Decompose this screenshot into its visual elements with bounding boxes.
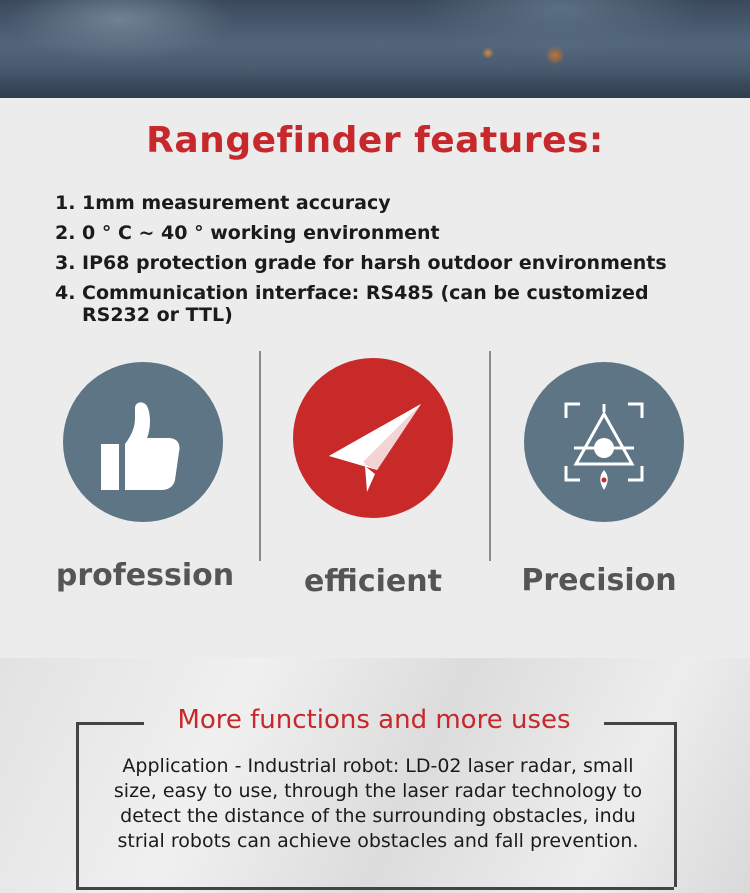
target-focus-icon bbox=[524, 362, 684, 522]
divider bbox=[489, 351, 491, 561]
section-title: Rangefinder features: bbox=[146, 120, 604, 161]
thumbs-up-icon bbox=[63, 362, 223, 522]
feature-number: 3. bbox=[55, 252, 76, 274]
feature-item bbox=[55, 222, 705, 244]
feature-number: 4. bbox=[55, 282, 76, 304]
paper-plane-icon bbox=[293, 358, 453, 518]
feature-item bbox=[55, 252, 705, 274]
feature-text: IP68 protection grade for harsh outdoor environments bbox=[82, 252, 667, 274]
banner-image bbox=[0, 0, 750, 98]
features-section bbox=[0, 98, 750, 658]
profession-label: profession bbox=[55, 558, 235, 593]
precision-badge bbox=[524, 362, 684, 522]
more-uses-title: More functions and more uses bbox=[177, 705, 571, 735]
efficient-badge bbox=[293, 358, 453, 518]
feature-number: 2. bbox=[55, 222, 76, 244]
divider bbox=[259, 351, 261, 561]
profession-badge bbox=[63, 362, 223, 522]
feature-text: 1mm measurement accuracy bbox=[82, 192, 391, 214]
application-text: Application - Industrial robot: LD-02 laser radar, small size, easy to use, through the laser radar technology to detect the distance of the surrounding obstacles, indu strial robots can achieve obstacles and fall prevention. bbox=[113, 755, 643, 852]
feature-item bbox=[55, 192, 705, 214]
feature-item bbox=[55, 282, 705, 326]
feature-text: 0 ° C ~ 40 ° working environment bbox=[82, 222, 440, 244]
frame-line bbox=[76, 722, 144, 725]
feature-text: Communication interface: RS485 (can be customized RS232 or TTL) bbox=[82, 282, 649, 326]
frame-line bbox=[76, 887, 674, 890]
efficient-label: efficient bbox=[304, 564, 442, 599]
feature-number: 1. bbox=[55, 192, 76, 214]
feature-list bbox=[55, 192, 705, 334]
more-uses-section bbox=[0, 658, 750, 893]
frame-line bbox=[604, 722, 674, 725]
precision-label: Precision bbox=[521, 563, 677, 598]
